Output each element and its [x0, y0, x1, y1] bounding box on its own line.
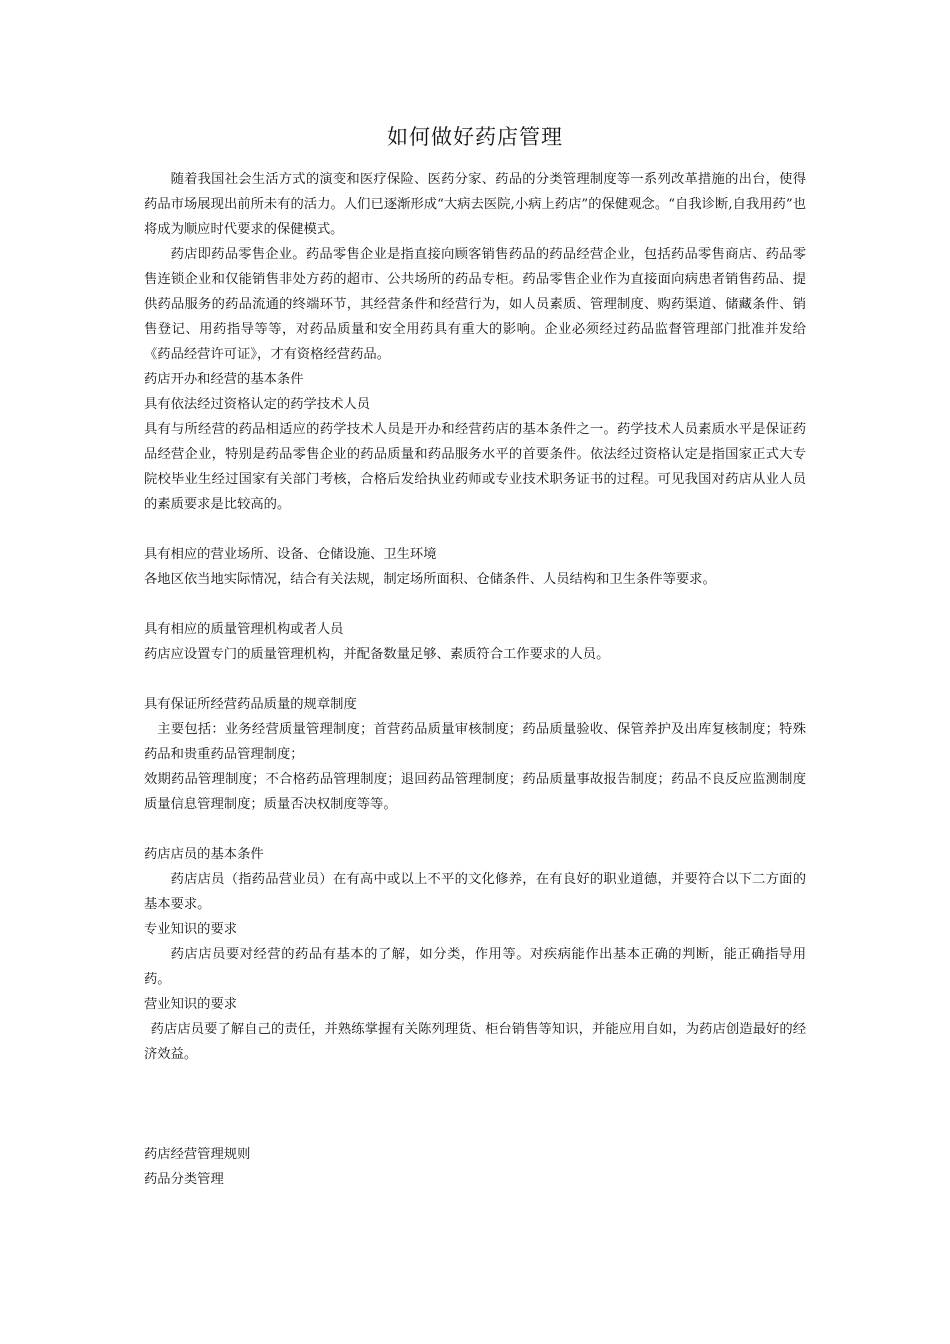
- spacer: [144, 817, 806, 842]
- intro-paragraph-1: 随着我国社会生活方式的演变和医疗保险、医药分家、药品的分类管理制度等一系列改革措施的出台，使得药品市场展现出前所未有的活力。人们已逐渐形成“大病去医院,小病上药店”的保健观念。“自我诊断,自我用药”也将成为顺应时代要求的保健模式。: [144, 172, 806, 237]
- paragraph-professional: 药店店员要对经营的药品有基本的了解，如分类，作用等。对疾病能作出基本正确的判断，能正确指导用药。: [144, 947, 806, 987]
- paragraph-quality-org: 药店应设置专门的质量管理机构，并配备数量足够、素质符合工作要求的人员。: [144, 647, 610, 662]
- spacer: [144, 667, 806, 692]
- spacer: [144, 517, 806, 542]
- document-title: 如何做好药店管理: [387, 125, 563, 149]
- heading-staff: 具有依法经过资格认定的药学技术人员: [144, 397, 371, 412]
- heading-business: 营业知识的要求: [144, 997, 238, 1012]
- paragraph-rules-2: 效期药品管理制度；不合格药品管理制度；退回药品管理制度；药品质量事故报告制度；药品不良反应监测制度质量信息管理制度；质量否决权制度等等。: [144, 772, 806, 812]
- heading-professional: 专业知识的要求: [144, 922, 238, 937]
- heading-rules: 具有保证所经营药品质量的规章制度: [144, 697, 357, 712]
- heading-basic-conditions: 药店开办和经营的基本条件: [144, 372, 304, 387]
- heading-quality-org: 具有相应的质量管理机构或者人员: [144, 622, 344, 637]
- spacer: [144, 592, 806, 617]
- intro-paragraph-2: 药店即药品零售企业。药品零售企业是指直接向顾客销售药品的药品经营企业，包括药品零售商店、药品零售连锁企业和仅能销售非处方药的超市、公共场所的药品专柜。药品零售企业作为直接面向病患者销售药品、提供药品服务的药品流通的终端环节，其经营条件和经营行为，如人员素质、管理制度、购药渠道、储藏条件、销售登记、用药指导等等，对药品质量和安全用药具有重大的影响。企业必须经过药品监督管理部门批准并发给《药品经营许可证》，才有资格经营药品。: [144, 247, 806, 362]
- paragraph-clerk: 药店店员（指药品营业员）在有高中或以上不平的文化修养，在有良好的职业道德，并要符合以下二方面的基本要求。: [144, 872, 806, 912]
- heading-classification: 药品分类管理: [144, 1172, 224, 1187]
- heading-facilities: 具有相应的营业场所、设备、仓储设施、卫生环境: [144, 547, 437, 562]
- paragraph-staff: 具有与所经营的药品相适应的药学技术人员是开办和经营药店的基本条件之一。药学技术人员素质水平是保证药品经营企业，特别是药品零售企业的药品质量和药品服务水平的首要条件。依法经过资格认定是指国家正式大专院校毕业生经过国家有关部门考核，合格后发给执业药师或专业技术职务证书的过程。可见我国对药店从业人员的素质要求是比较高的。: [144, 422, 806, 512]
- paragraph-facilities: 各地区依当地实际情况，结合有关法规，制定场所面积、仓储条件、人员结构和卫生条件等要求。: [144, 572, 716, 587]
- heading-clerk: 药店店员的基本条件: [144, 847, 264, 862]
- spacer: [144, 1067, 806, 1142]
- heading-operation-rules: 药店经营管理规则: [144, 1147, 251, 1162]
- paragraph-business: 药店店员要了解自己的责任，并熟练掌握有关陈列理货、柜台销售等知识，并能应用自如，为药店创造最好的经济效益。: [144, 1022, 806, 1062]
- document-body: [144, 167, 806, 1192]
- paragraph-rules-1: 主要包括：业务经营质量管理制度；首营药品质量审核制度；药品质量验收、保管养护及出库复核制度；特殊药品和贵重药品管理制度；: [144, 722, 806, 762]
